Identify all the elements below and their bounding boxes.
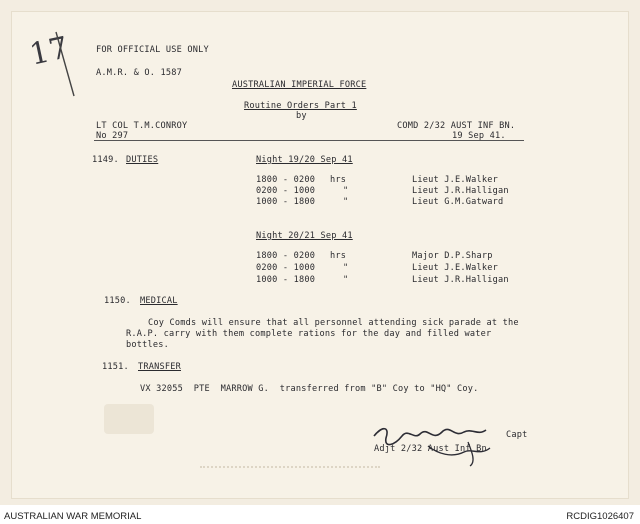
duty-time: 0200 - 1000 [256, 186, 316, 196]
duty-unit: " [343, 275, 349, 285]
medical-text-line: R.A.P. carry with them complete rations for the day and filled water [126, 329, 492, 339]
archive-name: AUSTRALIAN WAR MEMORIAL [4, 511, 142, 522]
medical-text-line: Coy Comds will ensure that all personnel attending sick parade at the [148, 318, 519, 328]
duty-officer: Lieut G.M.Gatward [412, 197, 504, 207]
item-number-medical: 1150. [104, 296, 131, 306]
signature-title: Adjt 2/32 Aust Inf Bn [374, 444, 487, 454]
duty-time: 1800 - 0200 [256, 175, 316, 185]
command-name: COMD 2/32 AUST INF BN. [397, 121, 516, 131]
duty-time: 1800 - 0200 [256, 251, 316, 261]
force-title: AUSTRALIAN IMPERIAL FORCE [232, 80, 367, 90]
header-rule [94, 140, 524, 141]
signature-rank: Capt [506, 430, 528, 440]
item-number-transfer: 1151. [102, 362, 129, 372]
document-title: Routine Orders Part 1 [244, 101, 357, 111]
marginalia-stroke [52, 30, 82, 100]
order-date: 19 Sep 41. [452, 131, 506, 141]
officer-name: LT COL T.M.CONROY [96, 121, 188, 131]
night1-title: Night 19/20 Sep 41 [256, 155, 353, 165]
duty-time: 1000 - 1800 [256, 197, 316, 207]
duty-time: 1000 - 1800 [256, 275, 316, 285]
duty-unit: hrs [330, 175, 347, 185]
duty-unit: hrs [330, 251, 347, 261]
duty-unit: " [343, 197, 349, 207]
duty-unit: " [343, 186, 349, 196]
classification-line: FOR OFFICIAL USE ONLY [96, 45, 209, 55]
duty-officer: Lieut J.R.Halligan [412, 275, 509, 285]
duty-officer: Major D.P.Sharp [412, 251, 493, 261]
duty-officer: Lieut J.E.Walker [412, 175, 498, 185]
item-number-duties: 1149. [92, 155, 119, 165]
duty-officer: Lieut J.E.Walker [412, 263, 498, 273]
night2-title: Night 20/21 Sep 41 [256, 231, 353, 241]
duty-unit: " [343, 263, 349, 273]
bleed-through-line [200, 466, 380, 468]
marginalia-number: 17 [26, 30, 72, 73]
transfer-text: VX 32055 PTE MARROW G. transferred from "B" Coy to "HQ" Coy. [140, 384, 479, 394]
duty-officer: Lieut J.R.Halligan [412, 186, 509, 196]
duty-time: 0200 - 1000 [256, 263, 316, 273]
order-number: No 297 [96, 131, 129, 141]
medical-heading: MEDICAL [140, 296, 178, 306]
by-label: by [296, 111, 307, 121]
bleed-through-stamp [104, 404, 154, 434]
medical-text-line: bottles. [126, 340, 169, 350]
archive-id: RCDIG1026407 [566, 511, 634, 522]
duties-heading: DUTIES [126, 155, 159, 165]
transfer-heading: TRANSFER [138, 362, 181, 372]
form-reference: A.M.R. & O. 1587 [96, 68, 182, 78]
handwritten-signature [368, 418, 518, 468]
